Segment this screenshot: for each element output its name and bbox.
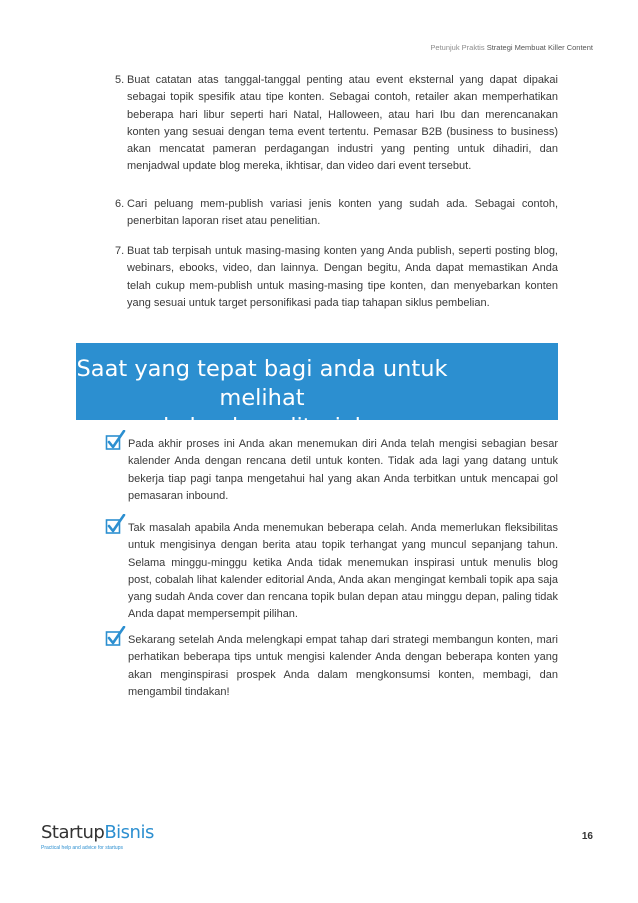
startupbisnis-logo [41,822,154,851]
header-title: Strategi Membuat Killer Content [486,43,593,52]
list-item-text: Buat catatan atas tanggal-tanggal penting atau event eksternal yang dapat dipakai sebagai topik spesifik atau tipe konten. Sebagai contoh, retailer akan memperhatikan beberapa hari libur seperti hari Natal, Halloween, atau hari Ibu dan merencanakan konten yang sesuai dengan tema event tertentu. Pemasar B2B (business to business) akan mencatat pameran perdagangan industri yang penting untuk dihadiri, dan menjadwal update blog mereka, ikhtisar, dan video dari event tersebut. [127,74,558,173]
banner-title [76,355,558,442]
page-number: 16 [581,831,593,842]
list-item [115,243,558,312]
logo-wordmark [41,822,154,843]
logo-tagline: Practical help and advice for startups [41,845,123,851]
banner-title-line-2: kalender editorial [163,414,361,440]
running-header [430,43,593,52]
checkbox-check-icon [105,626,127,648]
list-item-number: 6. [115,198,125,210]
list-item-number: 5. [115,74,125,86]
list-item [115,196,558,231]
section-banner [76,343,558,440]
logo-part-1: Startup [41,822,105,843]
list-item-text: Cari peluang mem-publish variasi jenis konten yang sudah ada. Sebagai contoh, penerbitan laporan riset atau penelitian. [127,198,558,228]
header-prefix: Petunjuk Praktis [430,43,487,52]
check-item-text: Pada akhir proses ini Anda akan menemukan diri Anda telah mengisi sebagian besar kalender Anda dengan rencana detil untuk konten. Tidak ada lagi yang datang untuk bekerja tiap pagi tanpa mengetahui hal yang akan Anda terbitkan untuk mencapai gol pemasaran inbound. [128,438,558,502]
checkbox-check-icon [105,430,127,452]
list-item-number: 7. [115,245,125,257]
list-item-text: Buat tab terpisah untuk masing-masing konten yang Anda publish, seperti posting blog, webinars, ebooks, video, dan lainnya. Dengan begitu, Anda dapat memastikan Anda telah cukup mem-publish untuk masing-masing tipe konten, dan menyebarkan konten yang sesuai untuk target personifikasi pada tiap tahapan siklus pembelian. [127,245,558,309]
banner-title-line-1: Saat yang tepat bagi anda untuk melihat [76,356,448,411]
check-item-text: Tak masalah apabila Anda menemukan beberapa celah. Anda memerlukan fleksibilitas untuk mengisinya dengan berita atau topik terhangat yang muncul sepanjang tahun. Selama minggu-minggu ketika Anda tidak menemukan inspirasi untuk menulis blog post, cobalah lihat kalender editorial Anda, Anda akan mengingat kembali topik apa saja yang sudah Anda cover dan rencana topik bulan depan atau minggu depan, paling tidak Anda dapat mempersempit pilihan. [128,522,558,621]
check-item [105,632,558,701]
check-item [105,520,558,624]
check-item-text: Sekarang setelah Anda melengkapi empat tahap dari strategi membangun konten, mari perhatikan beberapa tips untuk mengisi kalender Anda dengan beberapa konten yang akan menginspirasi prospek Anda dalam mengkonsumsi konten, membagi, dan mengambil tindakan! [128,634,558,698]
check-item [105,436,558,505]
list-item [115,72,558,176]
checkbox-check-icon [105,514,127,536]
logo-part-2: Bisnis [104,822,154,843]
